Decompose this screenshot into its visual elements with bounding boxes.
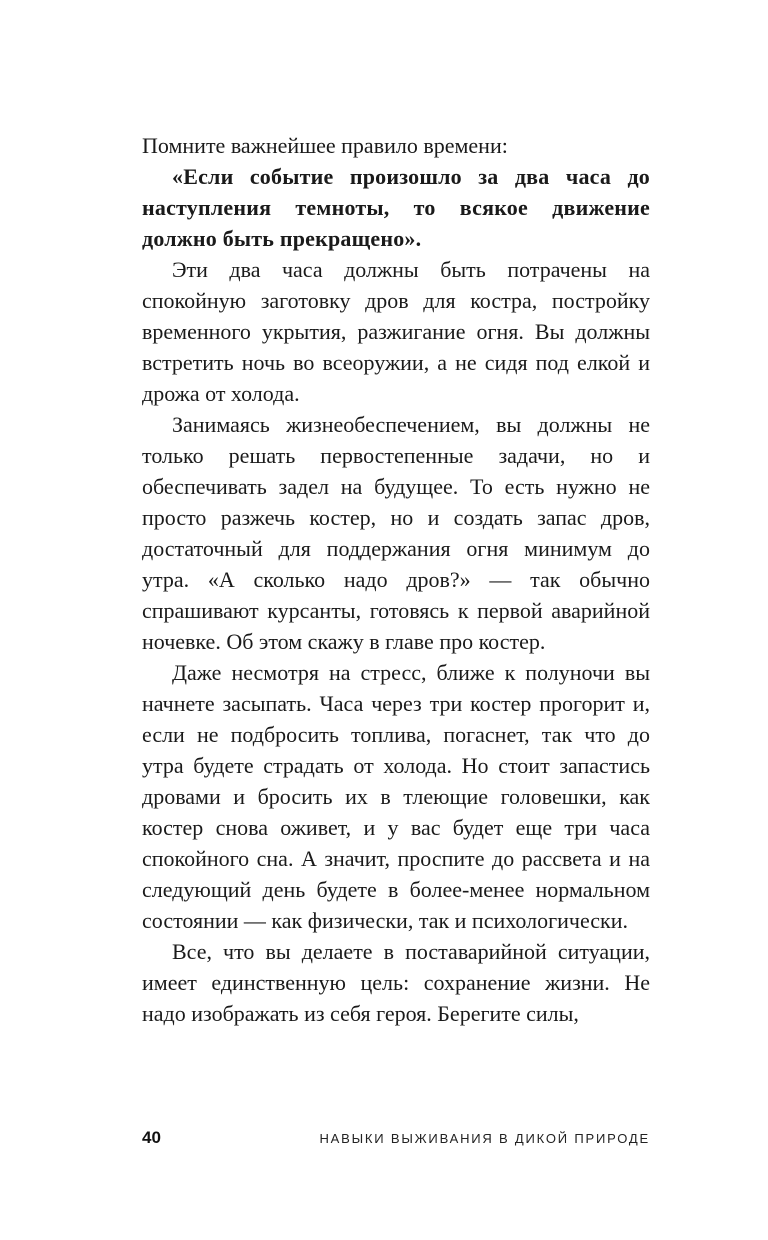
page-footer <box>142 1128 650 1148</box>
paragraph-two-hours: Эти два часа должны быть потрачены на спокойную заготовку дров для костра, постройку временного укрытия, разжигание огня. Вы должны встретить ночь во всеоружии, а не сидя под елкой и дрожа от холода. <box>142 257 650 406</box>
paragraph-life-support: Занимаясь жизнеобеспечением, вы должны не только решать первостепенные задачи, но и обеспечивать задел на будущее. То есть нужно не просто разжечь костер, но и создать запас дров, достаточный для поддержания огня минимум до утра. «А сколько надо дров?» — так обычно спрашивают курсанты, готовясь к первой аварийной ночевке. Об этом скажу в главе про костер. <box>142 412 650 654</box>
paragraph-goal: Все, что вы делаете в поставарийной ситуации, имеет единственную цель: сохранение жизни. Не надо изображать из себя героя. Берегите силы, <box>142 939 650 1026</box>
running-title: НАВЫКИ ВЫЖИВАНИЯ В ДИКОЙ ПРИРОДЕ <box>319 1131 650 1146</box>
paragraph-night-fire: Даже несмотря на стресс, ближе к полуночи вы начнете засыпать. Часа через три костер прогорит и, если не подбросить топлива, погаснет, так что до утра будете страдать от холода. Но стоит запастись дровами и бросить их в тлеющие головешки, как костер снова оживет, и у вас будет еще три часа спокойного сна. А значит, проспите до рассвета и на следующий день будете в более-менее нормальном состоянии — как физически, так и психологически. <box>142 660 650 933</box>
page-text-block <box>142 130 650 1029</box>
paragraph-rule-quote: «Если событие произошло за два часа до наступления темноты, то всякое движение должно быть прекращено». <box>142 164 650 251</box>
page-number: 40 <box>142 1128 161 1147</box>
paragraph-intro: Помните важнейшее правило времени: <box>142 133 508 158</box>
